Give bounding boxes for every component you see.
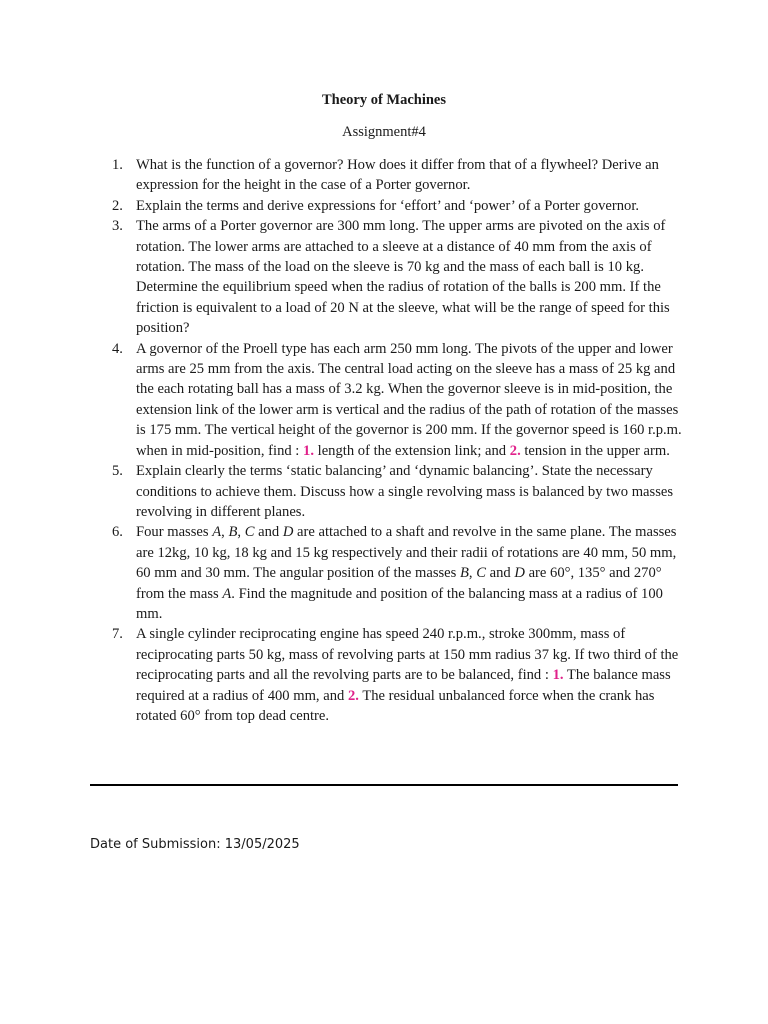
question-list <box>112 155 684 726</box>
mass-variable: B <box>460 565 469 582</box>
document-title: Theory of Machines <box>321 92 447 108</box>
subpart-marker: 1. <box>303 442 314 459</box>
question-number: 3. <box>112 218 123 235</box>
question-text: The arms of a Porter governor are 300 mm long. The upper arms are pivoted on the axis of rotation. The lower arms are attached to a sleeve at a distance of 40 mm from the axis of rotation. The mass of the load on the sleeve is 70 kg and the mass of each ball is 10 kg. Determine the equilibrium speed when the radius of rotation of the balls is 200 mm. If the friction is equivalent to a load of 20 N at the sleeve, what will be the range of speed for this position? <box>136 218 670 337</box>
question-text: Explain the terms and derive expressions for ‘effort’ and ‘power’ of a Porter governor. <box>136 197 640 214</box>
subpart-marker: 1. <box>552 667 564 684</box>
question-7 <box>112 624 684 726</box>
question-text: are 60°, 135° and 270° from the mass <box>136 565 662 602</box>
separator: and <box>258 524 280 541</box>
question-text: A single cylinder reciprocating engine has speed 240 r.p.m., stroke 300mm, mass of reciprocating parts 50 kg, mass of revolving parts at 150 mm radius 37 kg. If two third of the reciprocating parts and all the revolving parts are to be balanced, find : <box>136 626 679 684</box>
question-6 <box>112 522 684 624</box>
question-text: What is the function of a governor? How does it differ from that of a flywheel? Derive an expression for the height in the case of a Porter governor. <box>136 157 659 194</box>
question-number: 6. <box>112 524 123 541</box>
question-text: length of the extension link; and <box>317 442 507 459</box>
question-text: . Find the magnitude and position of the balancing mass at a radius of 100 mm. <box>136 585 663 622</box>
mass-variable: C <box>244 524 255 541</box>
mass-variable: B <box>228 524 238 541</box>
submission-date: Date of Submission: 13/05/2025 <box>90 837 300 852</box>
separator: , <box>237 524 242 541</box>
question-number: 2. <box>112 197 123 214</box>
horizontal-divider <box>90 784 678 786</box>
separator: and <box>489 565 511 582</box>
question-2 <box>112 196 684 216</box>
question-text: A governor of the Proell type has each arm 250 mm long. The pivots of the upper and lower arms are 25 mm from the axis. The central load acting on the sleeve has a mass of 25 kg and the each rotating ball has a mass of 3.2 kg. When the governor sleeve is in mid-position, the extension link of the lower arm is vertical and the radius of the path of rotation of the masses is 175 mm. The vertical height of the governor is 200 mm. If the governor speed is 160 r.p.m. when in mid-position, find : <box>136 340 682 459</box>
question-1 <box>112 155 684 196</box>
question-number: 7. <box>112 626 123 643</box>
question-number: 4. <box>112 340 123 357</box>
question-3 <box>112 216 684 338</box>
question-number: 1. <box>112 157 123 173</box>
question-text: tension in the upper arm. <box>524 442 670 459</box>
question-text: The balance mass required at a radius of 400 mm, and <box>136 667 671 704</box>
mass-variable: D <box>282 524 294 541</box>
mass-variable: A <box>212 524 222 541</box>
subpart-marker: 2. <box>509 442 521 459</box>
subpart-marker: 2. <box>347 687 359 704</box>
question-number: 5. <box>112 463 123 480</box>
question-text: are attached to a shaft and revolve in the same plane. The masses are 12kg, 10 kg, 18 kg and 15 kg respectively and their radii of rotations are 40 mm, 50 mm, 60 mm and 30 mm. The angular position of the masses <box>136 524 677 582</box>
mass-variable: D <box>514 565 525 582</box>
question-4 <box>112 339 684 461</box>
question-5 <box>112 461 684 522</box>
separator: , <box>468 565 473 582</box>
question-text: Four masses <box>136 524 209 541</box>
question-text: The residual unbalanced force when the crank has rotated 60° from top dead centre. <box>136 687 655 724</box>
question-text: Explain clearly the terms ‘static balancing’ and ‘dynamic balancing’. State the necessary conditions to achieve them. Discuss how a single revolving mass is balanced by two masses revolving in different planes. <box>136 463 674 520</box>
mass-variable: C <box>476 565 486 582</box>
assignment-number: Assignment#4 <box>342 124 426 140</box>
separator: , <box>221 524 225 541</box>
mass-variable: A <box>222 585 232 602</box>
